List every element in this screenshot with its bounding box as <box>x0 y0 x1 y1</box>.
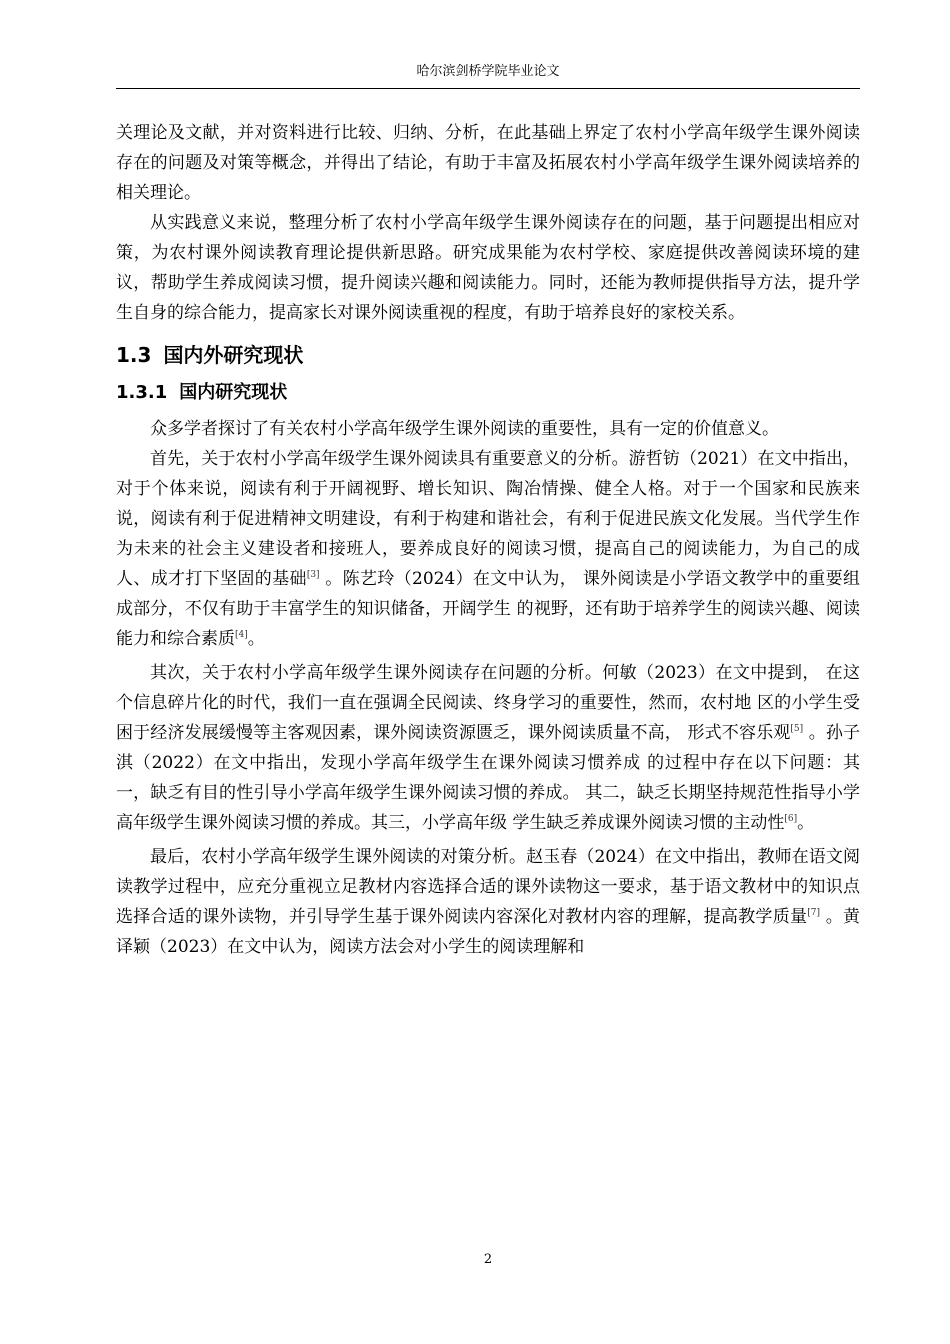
citation-3: [3] <box>306 570 320 580</box>
paragraph-importance-text-b: 。陈艺玲（2024）在文中认为， 课外阅读是小学语文教学中的重要组成部分，不仅有助于丰富学生的知识储备，开阔学生 的视野，还有助于培养学生的阅读兴趣、阅读能力和综合素质 <box>116 569 861 649</box>
section-heading <box>116 340 860 370</box>
paragraph-theory-significance: 关理论及文献，并对资料进行比较、归纳、分析，在此基础上界定了农村小学高年级学生课外阅读存在的问题及对策等概念，并得出了结论，有助于丰富及拓展农村小学高年级学生课外阅读培养的相关理论。 <box>116 123 860 203</box>
paragraph-importance-text-c: 。 <box>247 629 265 649</box>
citation-4: [4] <box>235 630 248 640</box>
paragraph-problems-text-a: 其次，关于农村小学高年级学生课外阅读存在问题的分析。何敏（2023）在文中提到， 在这个信息碎片化的时代，我们一直在强调全民阅读、终身学习的重要性，然而，农村地 区的小学生受困于经济发展缓慢等主客观因素，课外阅读资源匮乏，课外阅读质量不高， 形式不容乐观 <box>116 663 860 743</box>
page-number: 2 <box>483 1252 493 1267</box>
citation-7: [7] <box>807 908 821 918</box>
paragraph-problems-text-c: 。 <box>797 813 815 833</box>
paragraph-importance-text-a: 首先，关于农村小学高年级学生课外阅读具有重要意义的分析。游哲钫（2021）在文中指出，对于个体来说，阅读有利于开阔视野、增长知识、陶冶情操、健全人格。对于一个国家和民族来说，阅读有利于促进精神文明建设，有利于构建和谐社会，有利于促进民族文化发展。当代学生作为未来的社会主义建设者和接班人，要养成良好的阅读习惯，提高自己的阅读能力，为自己的成人、成才打下坚固的基础 <box>116 449 860 589</box>
paragraph-strategies <box>116 842 860 962</box>
paragraph-practical-significance: 从实践意义来说，整理分析了农村小学高年级学生课外阅读存在的问题，基于问题提出相应对策，为农村课外阅读教育理论提供新思路。研究成果能为农村学校、家庭提供改善阅读环境的建议，帮助学生养成阅读习惯，提升阅读兴趣和阅读能力。同时，还能为教师提供指导方法，提升学生自身的综合能力，提高家长对课外阅读重视的程度，有助于培养良好的家校关系。 <box>116 213 860 323</box>
running-header: 哈尔滨剑桥学院毕业论文 <box>416 64 560 79</box>
paragraph-problems <box>116 658 860 838</box>
section-number: 1.3 <box>116 343 152 367</box>
subsection-number: 1.3.1 <box>116 382 168 403</box>
page-body <box>116 118 860 962</box>
paragraph-strategies-text-b: 。黄译颖（2023）在文中认为，阅读方法会对小学生的阅读理解和 <box>116 907 860 957</box>
subsection-title: 国内研究现状 <box>179 382 288 403</box>
paragraph-importance <box>116 444 860 654</box>
paragraph-intro: 众多学者探讨了有关农村小学高年级学生课外阅读的重要性，具有一定的价值意义。 <box>150 419 779 439</box>
paragraph-strategies-text-a: 最后，农村小学高年级学生课外阅读的对策分析。赵玉春（2024）在文中指出，教师在语文阅读教学过程中，应充分重视立足教材内容选择合适的课外读物这一要求，基于语文教材中的知识点选择合适的课外读物，并引导学生基于课外阅读内容深化对教材内容的理解，提高教学质量 <box>116 847 860 927</box>
citation-6: [6] <box>784 814 798 824</box>
section-title: 国内外研究现状 <box>163 343 304 367</box>
citation-5: [5] <box>790 724 804 734</box>
subsection-heading <box>116 378 860 408</box>
header-rule <box>116 88 860 89</box>
paragraph-problems-text-b: 。孙子淇（2022）在文中指出，发现小学高年级学生在课外阅读习惯养成 的过程中存在以下问题：其一，缺乏有目的性引导小学高年级学生课外阅读习惯的养成。 其二，缺乏长期坚持规范性指导小学高年级学生课外阅读习惯的养成。其三，小学高年级 学生缺乏养成课外阅读习惯的主动性 <box>116 723 860 833</box>
